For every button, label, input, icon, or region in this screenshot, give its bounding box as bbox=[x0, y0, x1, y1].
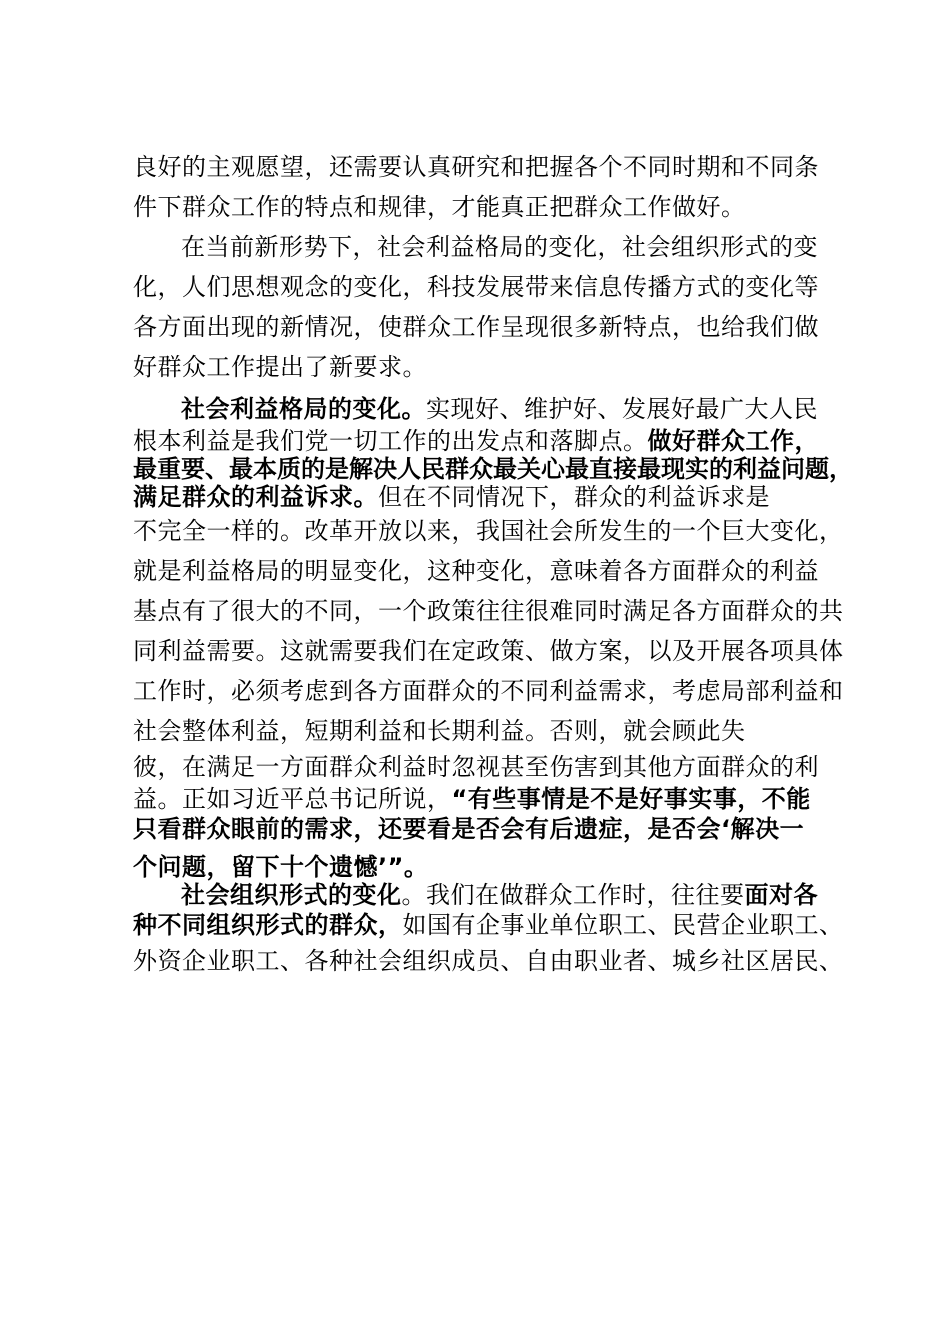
text-run: 益。正如习近平总书记所说， bbox=[133, 785, 452, 813]
text-line bbox=[133, 596, 853, 626]
bold-quote-run: 个问题，留下十个遗憾’”。 bbox=[133, 853, 429, 881]
bold-quote-run: 只看群众眼前的需求，还要看是否会有后遗症，是否会‘解决一 bbox=[133, 815, 805, 843]
text-line bbox=[133, 910, 853, 940]
bold-text-run: 种不同组织形式的群众， bbox=[133, 911, 403, 939]
bold-text-run: 最重要、最本质的是解决人民群众最关心最直接最现实的利益问题， bbox=[133, 455, 853, 483]
text-run: 好群众工作提出了新要求。 bbox=[133, 353, 427, 381]
text-run: 工作时，必须考虑到各方面群众的不同利益需求，考虑局部利益和 bbox=[133, 677, 844, 705]
text-line bbox=[133, 946, 853, 976]
text-run: 但在不同情况下，群众的利益诉求是 bbox=[378, 483, 770, 511]
text-run: 。我们在做群众工作时，往往要 bbox=[401, 881, 745, 909]
text-run: 就是利益格局的明显变化，这种变化，意味着各方面群众的利益 bbox=[133, 557, 819, 585]
text-run: 根本利益是我们党一切工作的出发点和落脚点。 bbox=[133, 427, 648, 455]
bold-quote-run: “有些事情是不是好事实事，不能 bbox=[451, 785, 811, 813]
text-run: 实现好、维护好、发展好最广大人民 bbox=[426, 395, 818, 423]
text-line bbox=[133, 556, 853, 586]
bold-text-run: 面对各 bbox=[744, 881, 818, 909]
text-run: 在当前新形势下，社会利益格局的变化，社会组织形式的变 bbox=[181, 233, 818, 261]
text-line bbox=[133, 752, 853, 782]
text-run: 基点有了很大的不同，一个政策往往很难同时满足各方面群众的共 bbox=[133, 597, 844, 625]
text-line bbox=[133, 784, 853, 814]
text-line bbox=[133, 352, 853, 382]
text-line bbox=[133, 716, 853, 746]
text-run: 社会整体利益，短期利益和长期利益。否则，就会顾此失 bbox=[133, 717, 746, 745]
text-run: 如国有企事业单位职工、民营企业职工、 bbox=[402, 911, 844, 939]
paragraph-start-line bbox=[181, 880, 853, 910]
paragraph-start-line bbox=[181, 232, 853, 262]
text-run: 不完全一样的。改革开放以来，我国社会所发生的一个巨大变化， bbox=[133, 517, 844, 545]
section-heading: 社会利益格局的变化。 bbox=[181, 395, 426, 423]
text-run: 外资企业职工、各种社会组织成员、自由职业者、城乡社区居民、 bbox=[133, 947, 844, 975]
text-line bbox=[133, 482, 853, 512]
text-line bbox=[133, 272, 853, 302]
text-line bbox=[133, 192, 853, 222]
section-heading: 社会组织形式的变化 bbox=[181, 881, 402, 909]
paragraph-start-line bbox=[181, 394, 853, 424]
text-line bbox=[133, 152, 853, 182]
text-run: 同利益需要。这就需要我们在定政策、做方案，以及开展各项具体 bbox=[133, 637, 844, 665]
text-line bbox=[133, 454, 853, 484]
text-line bbox=[133, 516, 853, 546]
text-line bbox=[133, 636, 853, 666]
text-line bbox=[133, 312, 853, 342]
text-line bbox=[133, 814, 853, 844]
text-run: 良好的主观愿望，还需要认真研究和把握各个不同时期和不同条 bbox=[133, 153, 819, 181]
text-run: 化，人们思想观念的变化，科技发展带来信息传播方式的变化等 bbox=[133, 273, 819, 301]
text-line bbox=[133, 426, 853, 456]
text-run: 彼，在满足一方面群众利益时忽视甚至伤害到其他方面群众的利 bbox=[133, 753, 819, 781]
text-run: 各方面出现的新情况，使群众工作呈现很多新特点，也给我们做 bbox=[133, 313, 819, 341]
text-run: 件下群众工作的特点和规律，才能真正把群众工作做好。 bbox=[133, 193, 746, 221]
text-line bbox=[133, 676, 853, 706]
bold-text-run: 满足群众的利益诉求。 bbox=[133, 483, 378, 511]
text-line bbox=[133, 852, 853, 882]
bold-text-run: 做好群众工作， bbox=[647, 427, 819, 455]
